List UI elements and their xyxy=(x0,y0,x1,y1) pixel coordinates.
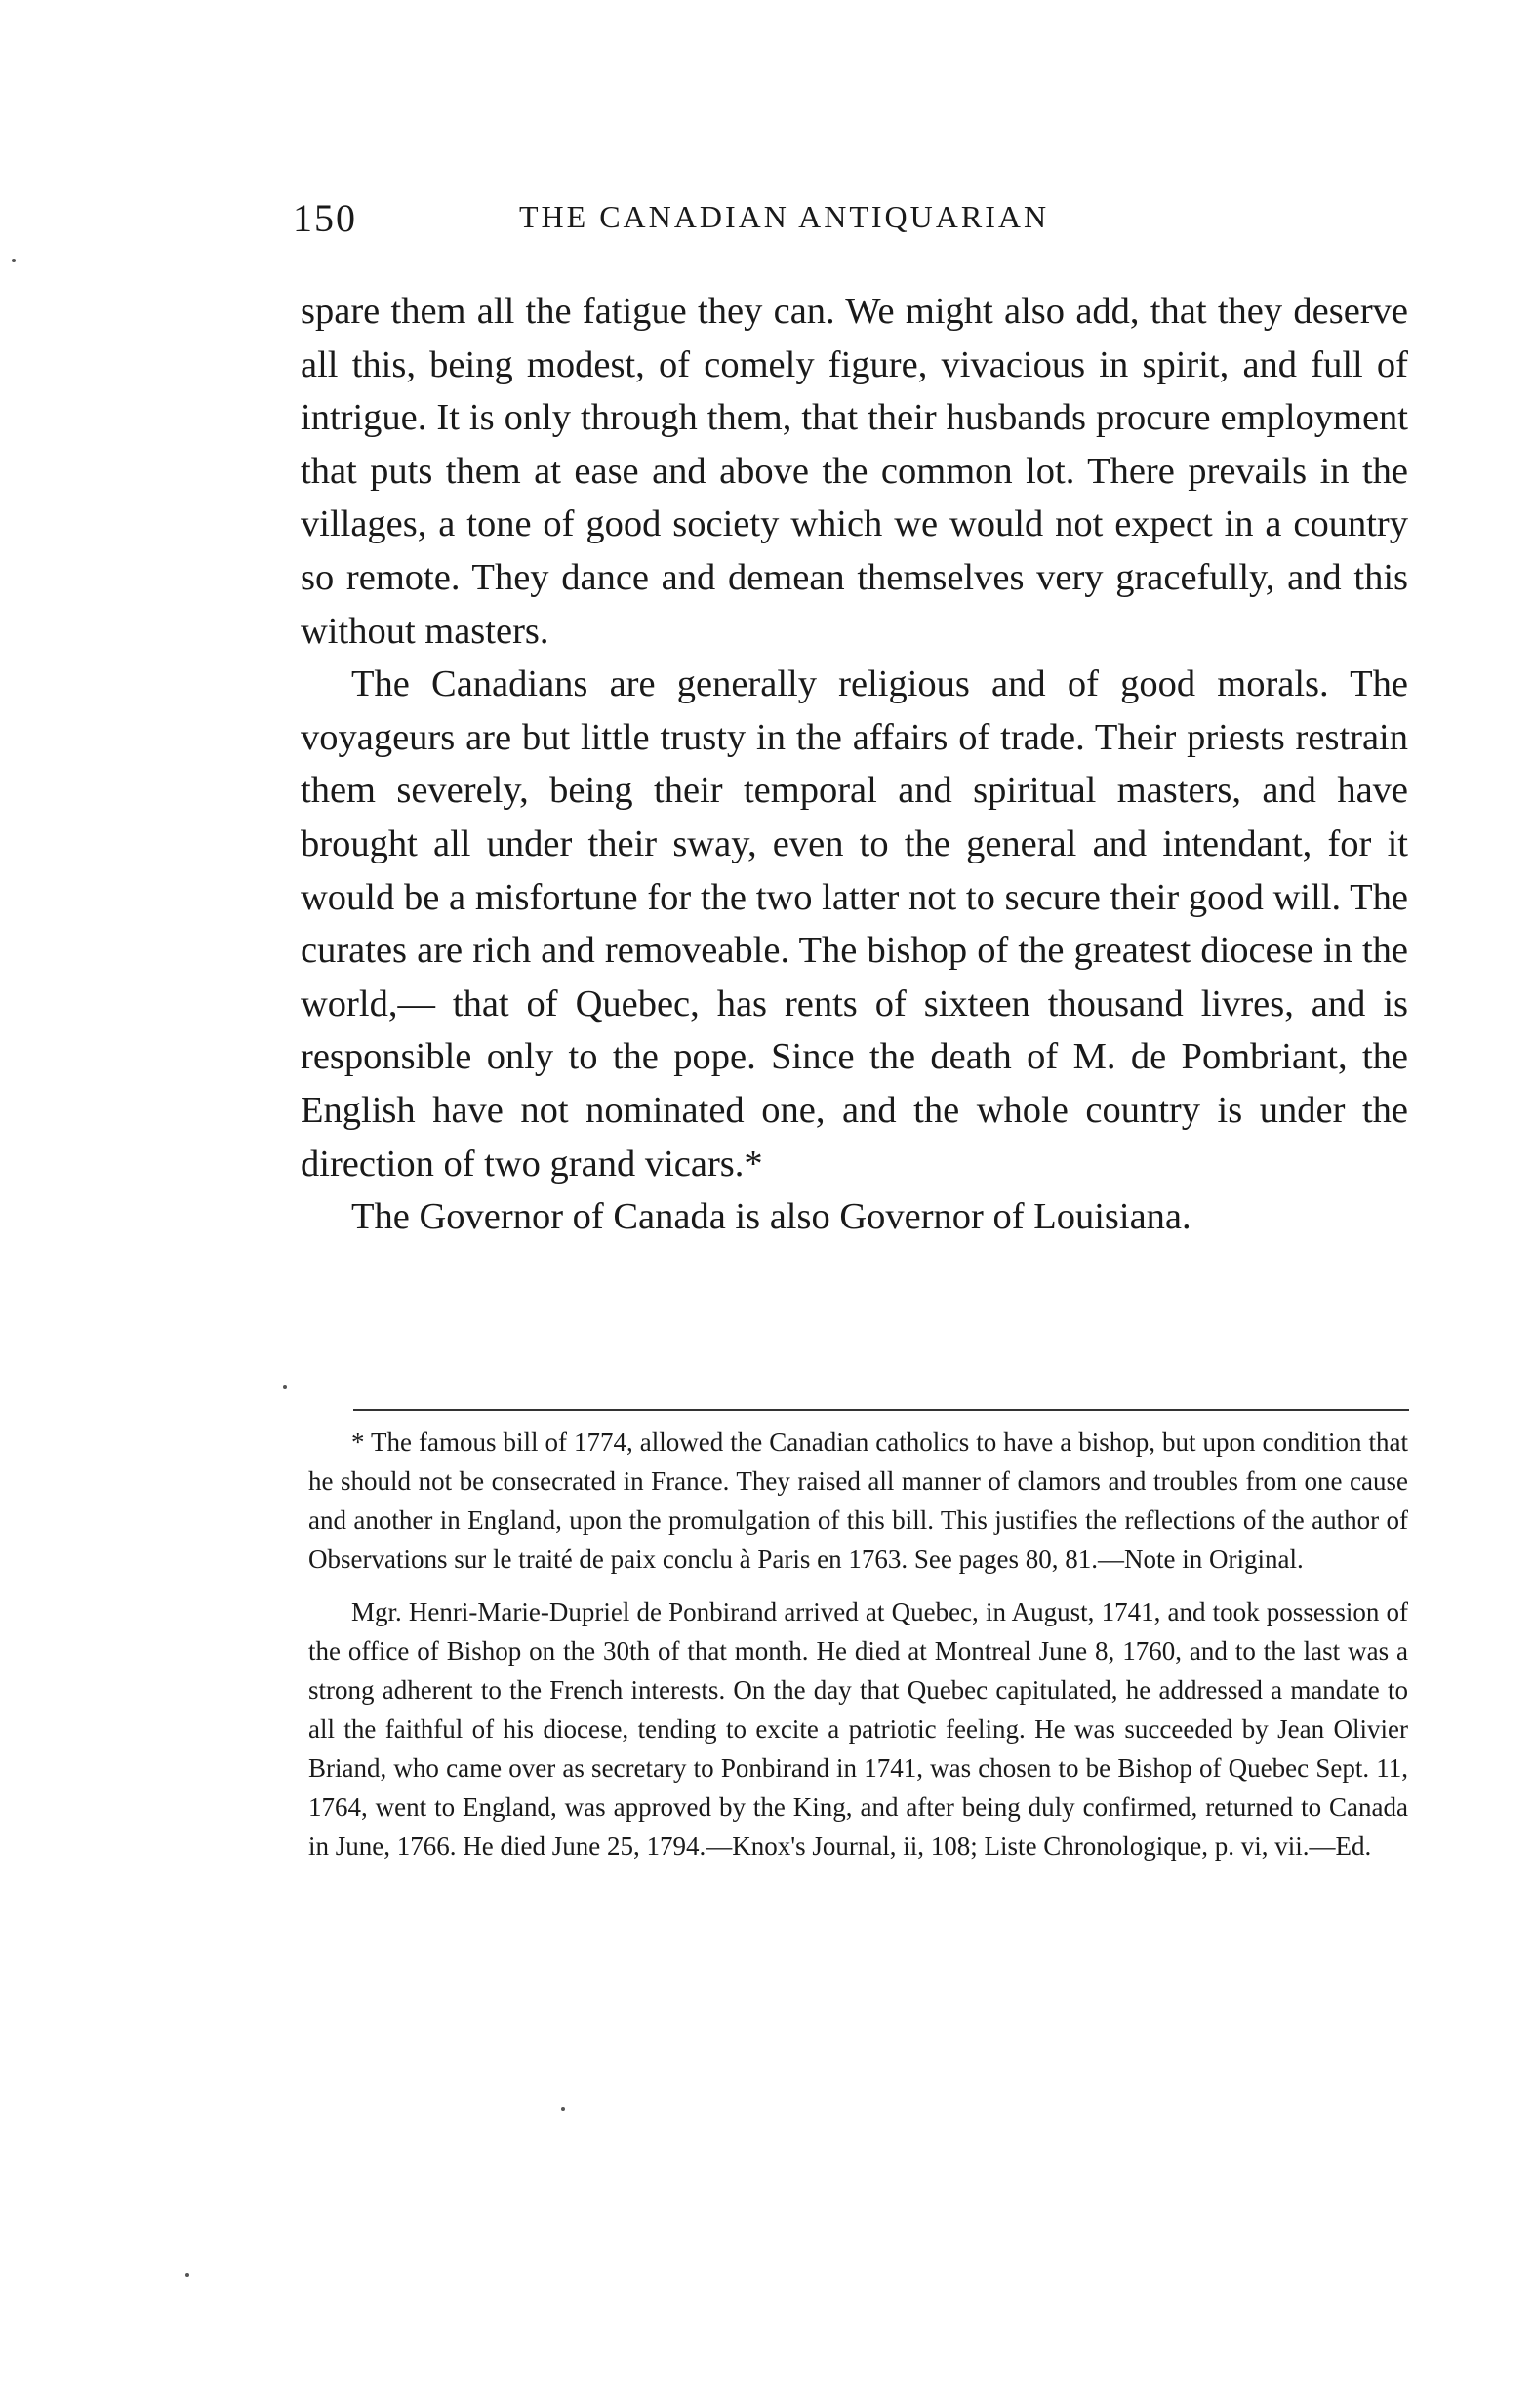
scan-speck xyxy=(561,2107,565,2111)
paragraph-2: The Canadians are generally religious and of good morals. The voyageurs are but little trusty in the affairs of trade. Their priests restrain them severely, being their temporal and spiritual masters, and have brought all under their sway, even to the general and intendant, for it would be a misfortune for the two latter not to secure their good will. The curates are rich and removeable. The bishop of the greatest diocese in the world,— that of Quebec, has rents of sixteen thousand livres, and is responsible only to the pope. Since the death of M. de Pombriant, the English have not nominated one, and the whole country is under the direction of two grand vicars.* xyxy=(301,663,1408,1184)
scan-speck xyxy=(185,2273,189,2277)
paragraph-1: spare them all the fatigue they can. We might also add, that they deserve all this, being modest, of comely figure, vivacious in spirit, and full of intrigue. It is only through them, that their husbands procure employment that puts them at ease and above the common lot. There prevails in the villages, a tone of good society which we would not expect in a country so remote. They dance and demean themselves very gracefully, and this without masters. xyxy=(301,291,1408,652)
footnotes xyxy=(308,1423,1408,1866)
footnote-divider xyxy=(353,1409,1409,1411)
scan-speck xyxy=(12,259,16,262)
main-text xyxy=(301,285,1408,1244)
running-head: THE CANADIAN ANTIQUARIAN xyxy=(519,199,1050,234)
page-header xyxy=(293,195,1415,254)
page-number: 150 xyxy=(293,196,357,240)
footnote-editor: Mgr. Henri-Marie-Dupriel de Ponbirand arrived at Quebec, in August, 1741, and took possession of the office of Bishop on the 30th of that month. He died at Montreal June 8, 1760, and to the last was a strong adherent to the French interests. On the day that Quebec capitulated, he addressed a mandate to all the faithful of his diocese, tending to excite a patriotic feeling. He was succeeded by Jean Olivier Briand, who came over as secretary to Ponbirand in 1741, was chosen to be Bishop of Quebec Sept. 11, 1764, went to England, was approved by the King, and after being duly confirmed, returned to Canada in June, 1766. He died June 25, 1794.—Knox's Journal, ii, 108; Liste Chronologique, p. vi, vii.—Ed. xyxy=(308,1597,1408,1861)
scan-speck xyxy=(283,1385,287,1389)
paragraph-3: The Governor of Canada is also Governor of Louisiana. xyxy=(351,1196,1191,1238)
footnote-original: * The famous bill of 1774, allowed the Canadian catholics to have a bishop, but upon condition that he should not be consecrated in France. They raised all manner of clamors and troubles from one cause and another in England, upon the promulgation of this bill. This justifies the reflections of the author of Observations sur le traité de paix conclu à Paris en 1763. See pages 80, 81.—Note in Original. xyxy=(308,1427,1408,1574)
